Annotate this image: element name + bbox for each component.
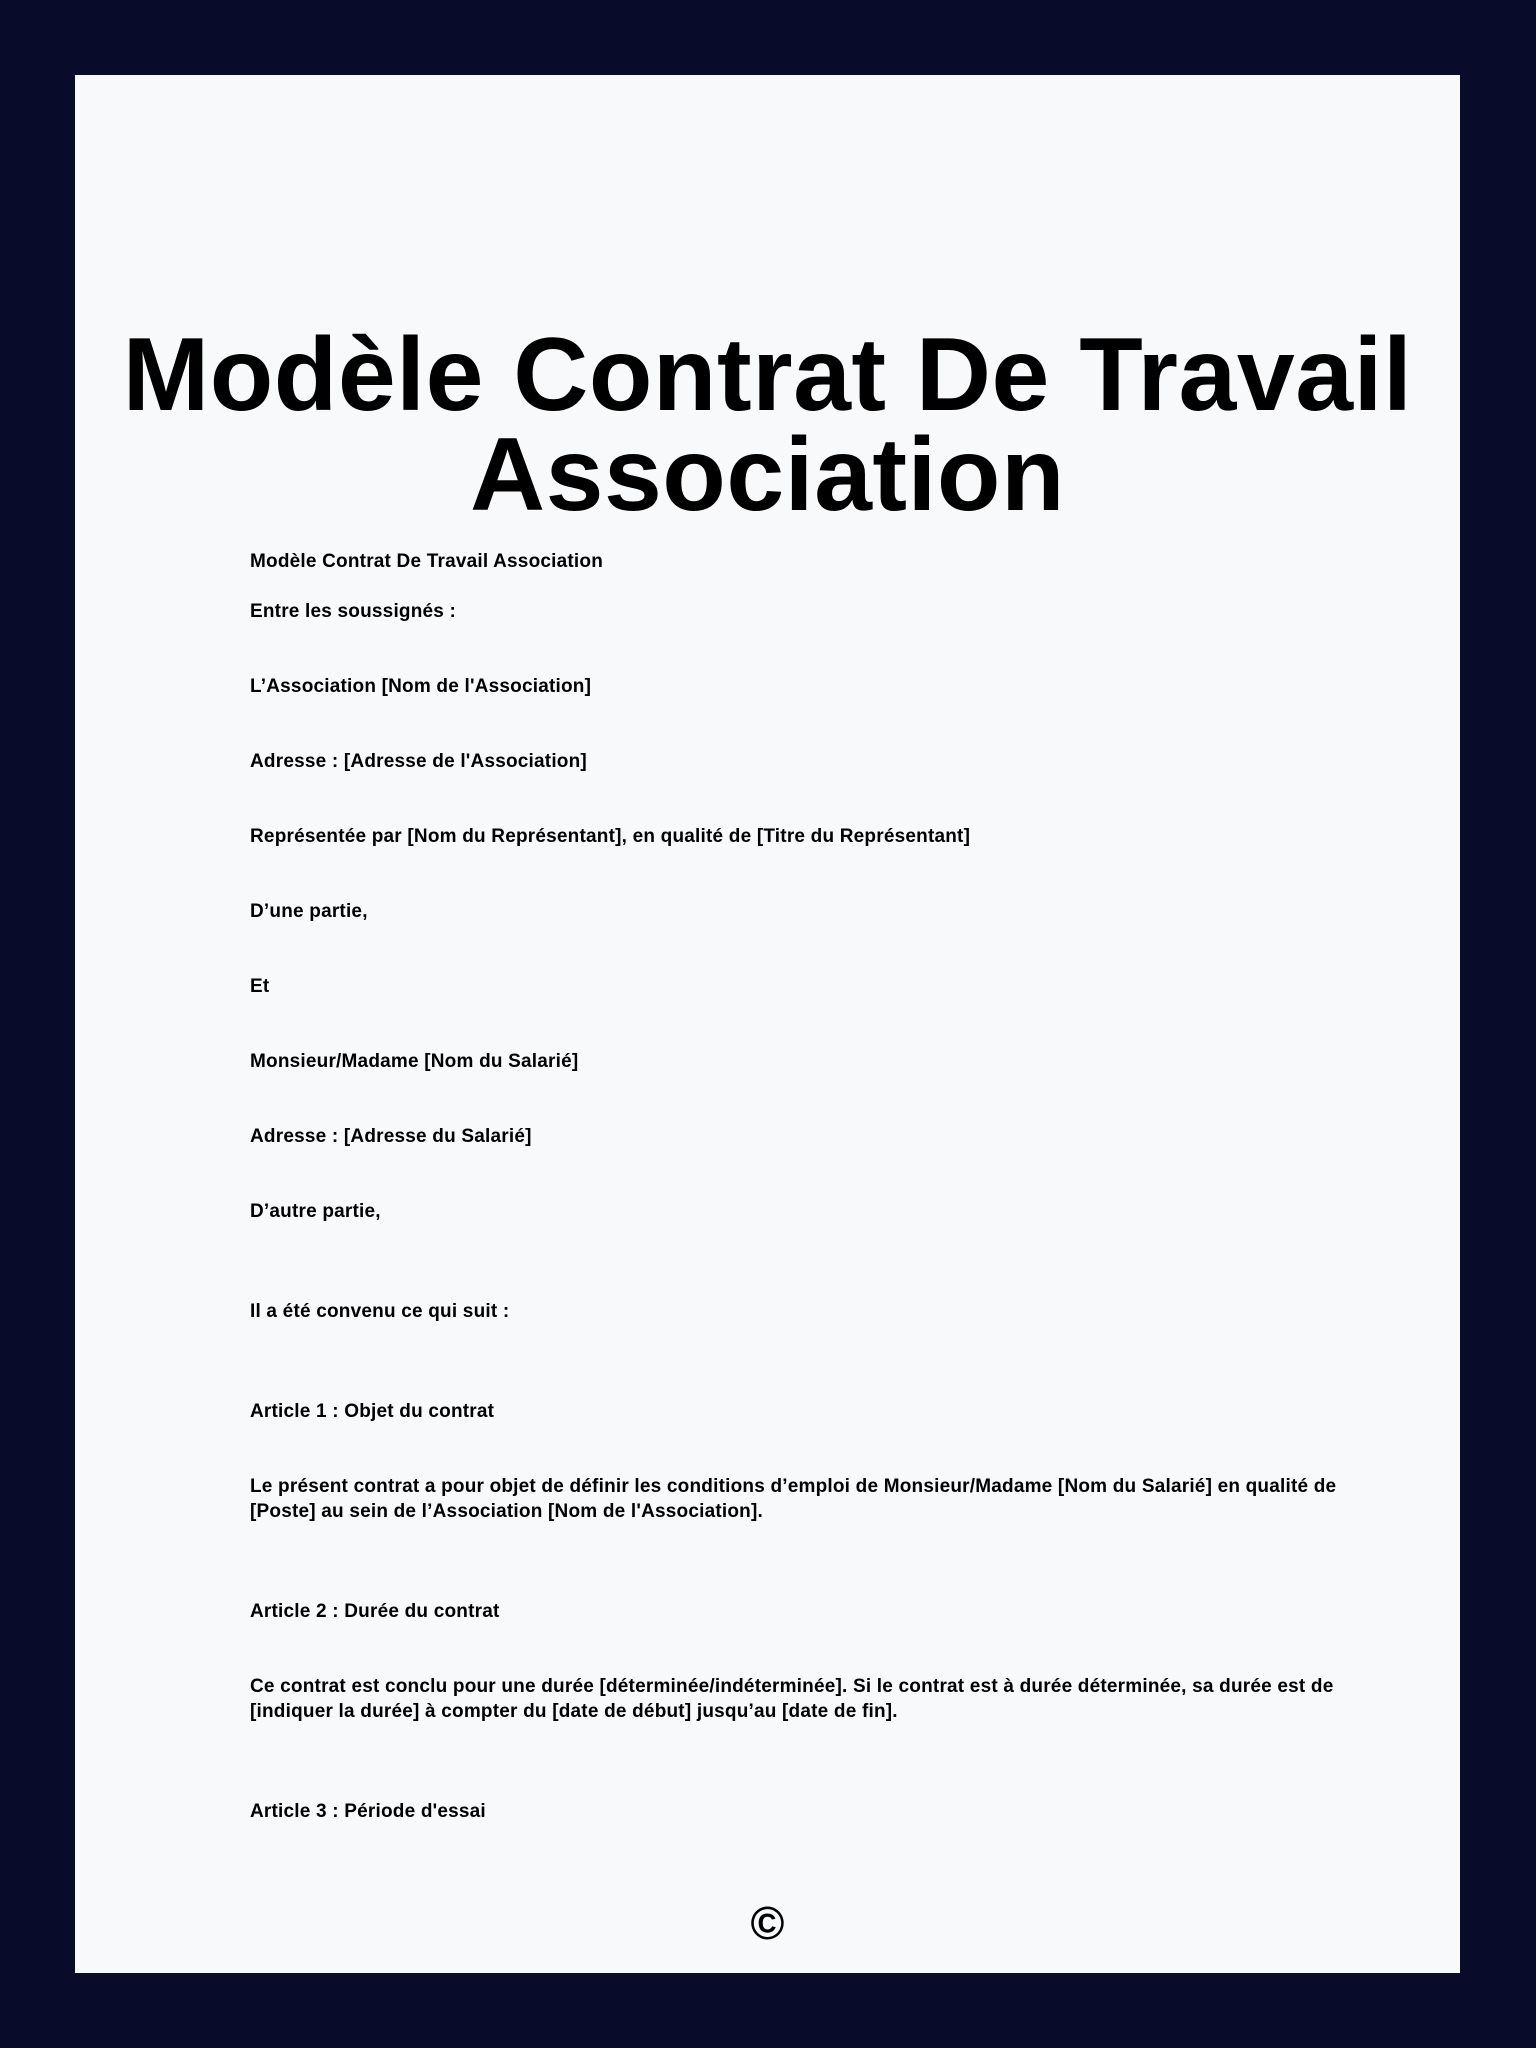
body-line-representative: Représentée par [Nom du Représentant], en qualité de [Titre du Représentant] <box>250 826 971 847</box>
body-line-employee-name: Monsieur/Madame [Nom du Salarié] <box>250 1051 579 1072</box>
article-1-text: Le présent contrat a pour objet de définir les conditions d’emploi de Monsieur/Madame [Nom du Salarié] en qualité de [Poste] au sein de l’Association [Nom de l'Association]. <box>250 1476 1337 1522</box>
article-3-heading: Article 3 : Période d'essai <box>250 1801 486 1822</box>
body-line-employee-address: Adresse : [Adresse du Salarié] <box>250 1126 532 1147</box>
body-line-association-address: Adresse : [Adresse de l'Association] <box>250 751 587 772</box>
body-line-and: Et <box>250 976 270 997</box>
body-line-agreement: Il a été convenu ce qui suit : <box>250 1301 510 1322</box>
copyright-icon: © <box>750 1897 785 1949</box>
article-2-text: Ce contrat est conclu pour une durée [déterminée/indéterminée]. Si le contrat est à durée déterminée, sa durée est de [indiquer la durée] à compter du [date de début] jusqu’au [date de fin]. <box>250 1676 1334 1722</box>
article-2-heading: Article 2 : Durée du contrat <box>250 1601 500 1622</box>
document-page <box>75 75 1460 1973</box>
body-line-association-name: L’Association [Nom de l'Association] <box>250 676 592 697</box>
body-line-heading: Modèle Contrat De Travail Association <box>250 551 603 572</box>
body-line-second-party: D’autre partie, <box>250 1201 381 1222</box>
body-line-parties-intro: Entre les soussignés : <box>250 601 457 622</box>
body-line-first-party: D’une partie, <box>250 901 368 922</box>
article-1-heading: Article 1 : Objet du contrat <box>250 1401 495 1422</box>
document-title: Modèle Contrat De Travail Association <box>122 317 1413 533</box>
